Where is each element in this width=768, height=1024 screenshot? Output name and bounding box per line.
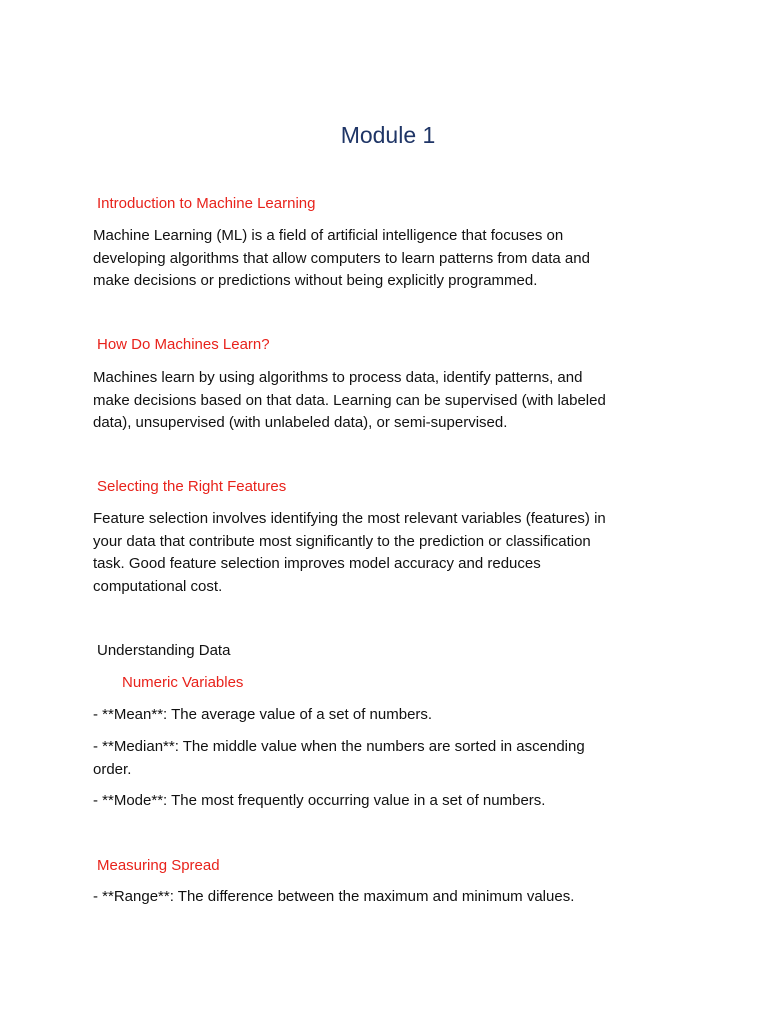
bullet-mean: [93, 704, 673, 727]
bullet-text: order.: [93, 760, 132, 778]
paragraph-line: task. Good feature selection improves model accuracy and reduces: [93, 555, 541, 572]
paragraph-line: data), unsupervised (with unlabeled data), or semi-supervised.: [93, 414, 508, 431]
bullet-text: - **Median**: The middle value when the numbers are sorted in ascending: [93, 738, 585, 755]
heading-how-machines-learn: How Do Machines Learn?: [97, 336, 270, 353]
paragraph-line: developing algorithms that allow computers to learn patterns from data and: [93, 249, 590, 267]
paragraph-selecting-features: [93, 508, 673, 598]
heading-selecting-features: Selecting the Right Features: [97, 478, 287, 495]
heading-introduction: Introduction to Machine Learning: [97, 195, 316, 212]
paragraph-line: Machine Learning (ML) is a field of artificial intelligence that focuses on: [93, 227, 564, 244]
paragraph-line: make decisions or predictions without being explicitly programmed.: [93, 272, 538, 289]
paragraph-line: make decisions based on that data. Learning can be supervised (with labeled: [93, 391, 606, 409]
heading-numeric-variables: Numeric Variables: [122, 674, 244, 691]
heading-understanding-data: Understanding Data: [97, 642, 231, 659]
bullet-range: [93, 886, 673, 909]
bullet-text: - **Mean**: The average value of a set of numbers.: [93, 706, 433, 723]
page-title: Module 1: [340, 122, 436, 148]
paragraph-line: your data that contribute most significantly to the prediction or classification: [93, 532, 591, 550]
bullet-text: - **Mode**: The most frequently occurring value in a set of numbers.: [93, 792, 546, 809]
paragraph-line: computational cost.: [93, 577, 223, 595]
heading-measuring-spread: Measuring Spread: [97, 857, 220, 874]
paragraph-line: Machines learn by using algorithms to process data, identify patterns, and: [93, 369, 583, 386]
paragraph-line: Feature selection involves identifying the most relevant variables (features) in: [93, 510, 606, 527]
paragraph-introduction: [93, 225, 673, 293]
bullet-mode: [93, 790, 673, 813]
paragraph-how-machines-learn: [93, 367, 673, 435]
bullet-text: - **Range**: The difference between the maximum and minimum values.: [93, 888, 575, 905]
bullet-median: [93, 736, 673, 781]
